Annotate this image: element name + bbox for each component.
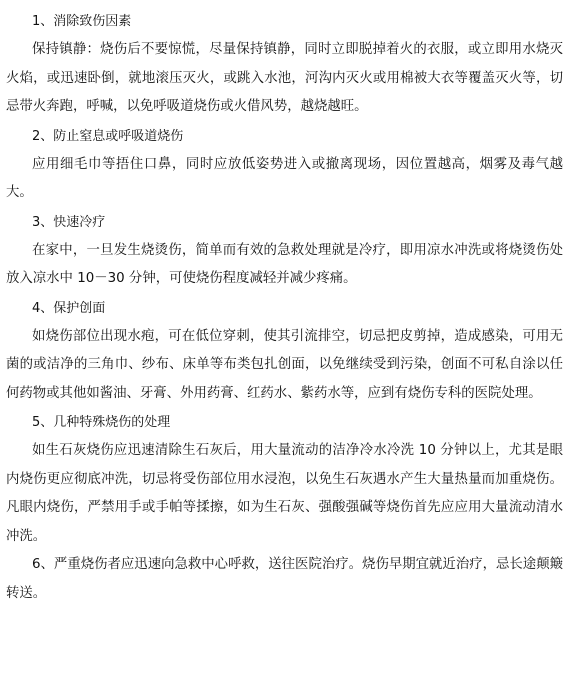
section-paragraph: 6、严重烧伤者应迅速向急救中心呼救，送往医院治疗。烧伤早期宜就近治疗，忌长途颠簸转送。 <box>6 557 563 601</box>
section-heading: 5、几种特殊烧伤的处理 <box>32 415 171 430</box>
section-paragraph: 如生石灰烧伤应迅速清除生石灰后，用大量流动的洁净冷水冷洗 10 分钟以上，尤其是眼内烧伤更应彻底冲洗，切忌将受伤部位用水浸泡，以免生石灰遇水产生大量热量而加重烧伤。凡眼内烧伤，严禁用手或手帕等揉擦，如为生石灰、强酸强碱等烧伤首先应应用大量流动清水冲洗。 <box>6 443 563 544</box>
section-heading: 1、消除致伤因素 <box>32 14 132 29</box>
section-heading: 4、保护创面 <box>32 300 106 316</box>
section-heading: 3、快速冷疗 <box>32 214 106 230</box>
section-paragraph: 保持镇静：烧伤后不要惊慌，尽量保持镇静，同时立即脱掉着火的衣服，或立即用水烧灭火焰，或迅速卧倒，就地滚压灭火，或跳入水池，河沟内灭火或用棉被大衣等覆盖灭火等，切忌带火奔跑，呼喊，以免呼吸道烧伤或火借风势，越烧越旺。 <box>6 42 563 114</box>
section-paragraph: 在家中，一旦发生烧烫伤，简单而有效的急救处理就是冷疗，即用凉水冲洗或将烧烫伤处放入凉水中 10－30 分钟，可使烧伤程度减轻并减少疼痛。 <box>6 242 563 286</box>
section-paragraph: 如烧伤部位出现水疱，可在低位穿刺，使其引流排空，切忌把皮剪掉，造成感染，可用无菌的或洁净的三角巾、纱布、床单等布类包扎创面，以免继续受到污染，创面不可私自涂以任何药物或其他如酱油、牙膏、外用药膏、红药水、紫药水等，应到有烧伤专科的医院处理。 <box>6 328 563 401</box>
section-heading: 2、防止窒息或呼吸道烧伤 <box>32 128 184 144</box>
section-paragraph: 应用细毛巾等捂住口鼻，同时应放低姿势进入或撤离现场，因位置越高，烟雾及毒气越大。 <box>6 156 563 200</box>
